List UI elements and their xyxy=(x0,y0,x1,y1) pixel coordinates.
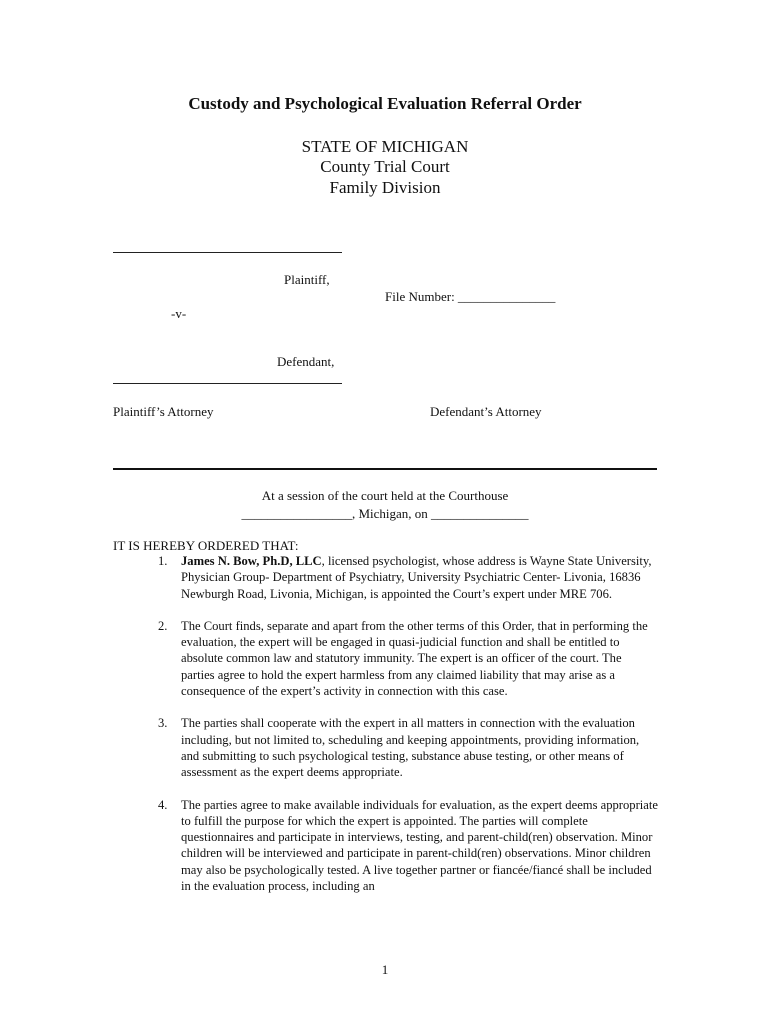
session-location-date-line: _________________, Michigan, on _______________ xyxy=(241,506,529,521)
court-name: County Trial Court xyxy=(320,157,450,176)
file-number-field: File Number: _______________ xyxy=(385,289,556,304)
page-number: 1 xyxy=(381,962,389,977)
plaintiff-attorney-label: Plaintiff’s Attorney xyxy=(113,404,214,419)
plaintiff-label: Plaintiff, xyxy=(284,272,330,287)
order-item xyxy=(158,797,658,895)
order-item xyxy=(158,715,658,780)
order-item-text: The parties agree to make available individuals for evaluation, as the expert deems appropriate to fulfill the purpose for which the expert is appointed. The parties will complete questionnaires and participate in interviews, testing, and parent-child(ren) observation. Minor children will be interviewed and participate in parent-child(ren) observations. Minor children may also be psychologically tested. A live together partner or fiancée/fiancé shall be included in the evaluation process, including an xyxy=(181,797,658,894)
versus-label: -v- xyxy=(171,306,187,321)
defendant-label: Defendant, xyxy=(277,354,335,369)
order-items-list xyxy=(158,553,658,910)
section-divider xyxy=(113,468,657,470)
document-title: Custody and Psychological Evaluation Referral Order xyxy=(188,94,582,113)
division-name: Family Division xyxy=(329,178,441,197)
defendant-attorney-label: Defendant’s Attorney xyxy=(430,404,542,419)
appointed-expert-name: James N. Bow, Ph.D, LLC xyxy=(181,554,322,568)
state-name: STATE OF MICHIGAN xyxy=(301,137,469,156)
defendant-name-line xyxy=(113,383,342,384)
order-item xyxy=(158,618,658,699)
order-item-number: 2. xyxy=(158,618,168,633)
order-item-number: 1. xyxy=(158,554,168,568)
order-item-text: , licensed psychologist, whose address is Wayne State University, Physician Group- Department of Psychiatry, University Psychiatric Center- Livonia, 16836 Newburgh Road, Livonia, Michigan, is appointed the Court’s expert under MRE 706. xyxy=(181,554,652,601)
ordered-heading: IT IS HEREBY ORDERED THAT: xyxy=(113,538,299,553)
session-line: At a session of the court held at the Courthouse xyxy=(261,488,509,503)
plaintiff-name-line xyxy=(113,252,342,253)
order-item-text: The Court finds, separate and apart from the other terms of this Order, that in performing the evaluation, the expert will be engaged in quasi-judicial function and shall be entitled to absolute common law and statutory immunity. The expert is an officer of the court. The parties agree to hold the expert harmless from any claimed liability that may arise as a consequence of the expert’s activity in connection with this case. xyxy=(181,618,648,699)
order-item xyxy=(158,553,658,602)
order-item-number: 3. xyxy=(158,716,168,731)
order-item-number: 4. xyxy=(158,797,168,812)
order-item-text: The parties shall cooperate with the expert in all matters in connection with the evaluation including, but not limited to, scheduling and keeping appointments, providing information, and submitting to such psychological testing, substance abuse testing, or other means of assessment as the expert deems appropriate. xyxy=(181,716,640,780)
